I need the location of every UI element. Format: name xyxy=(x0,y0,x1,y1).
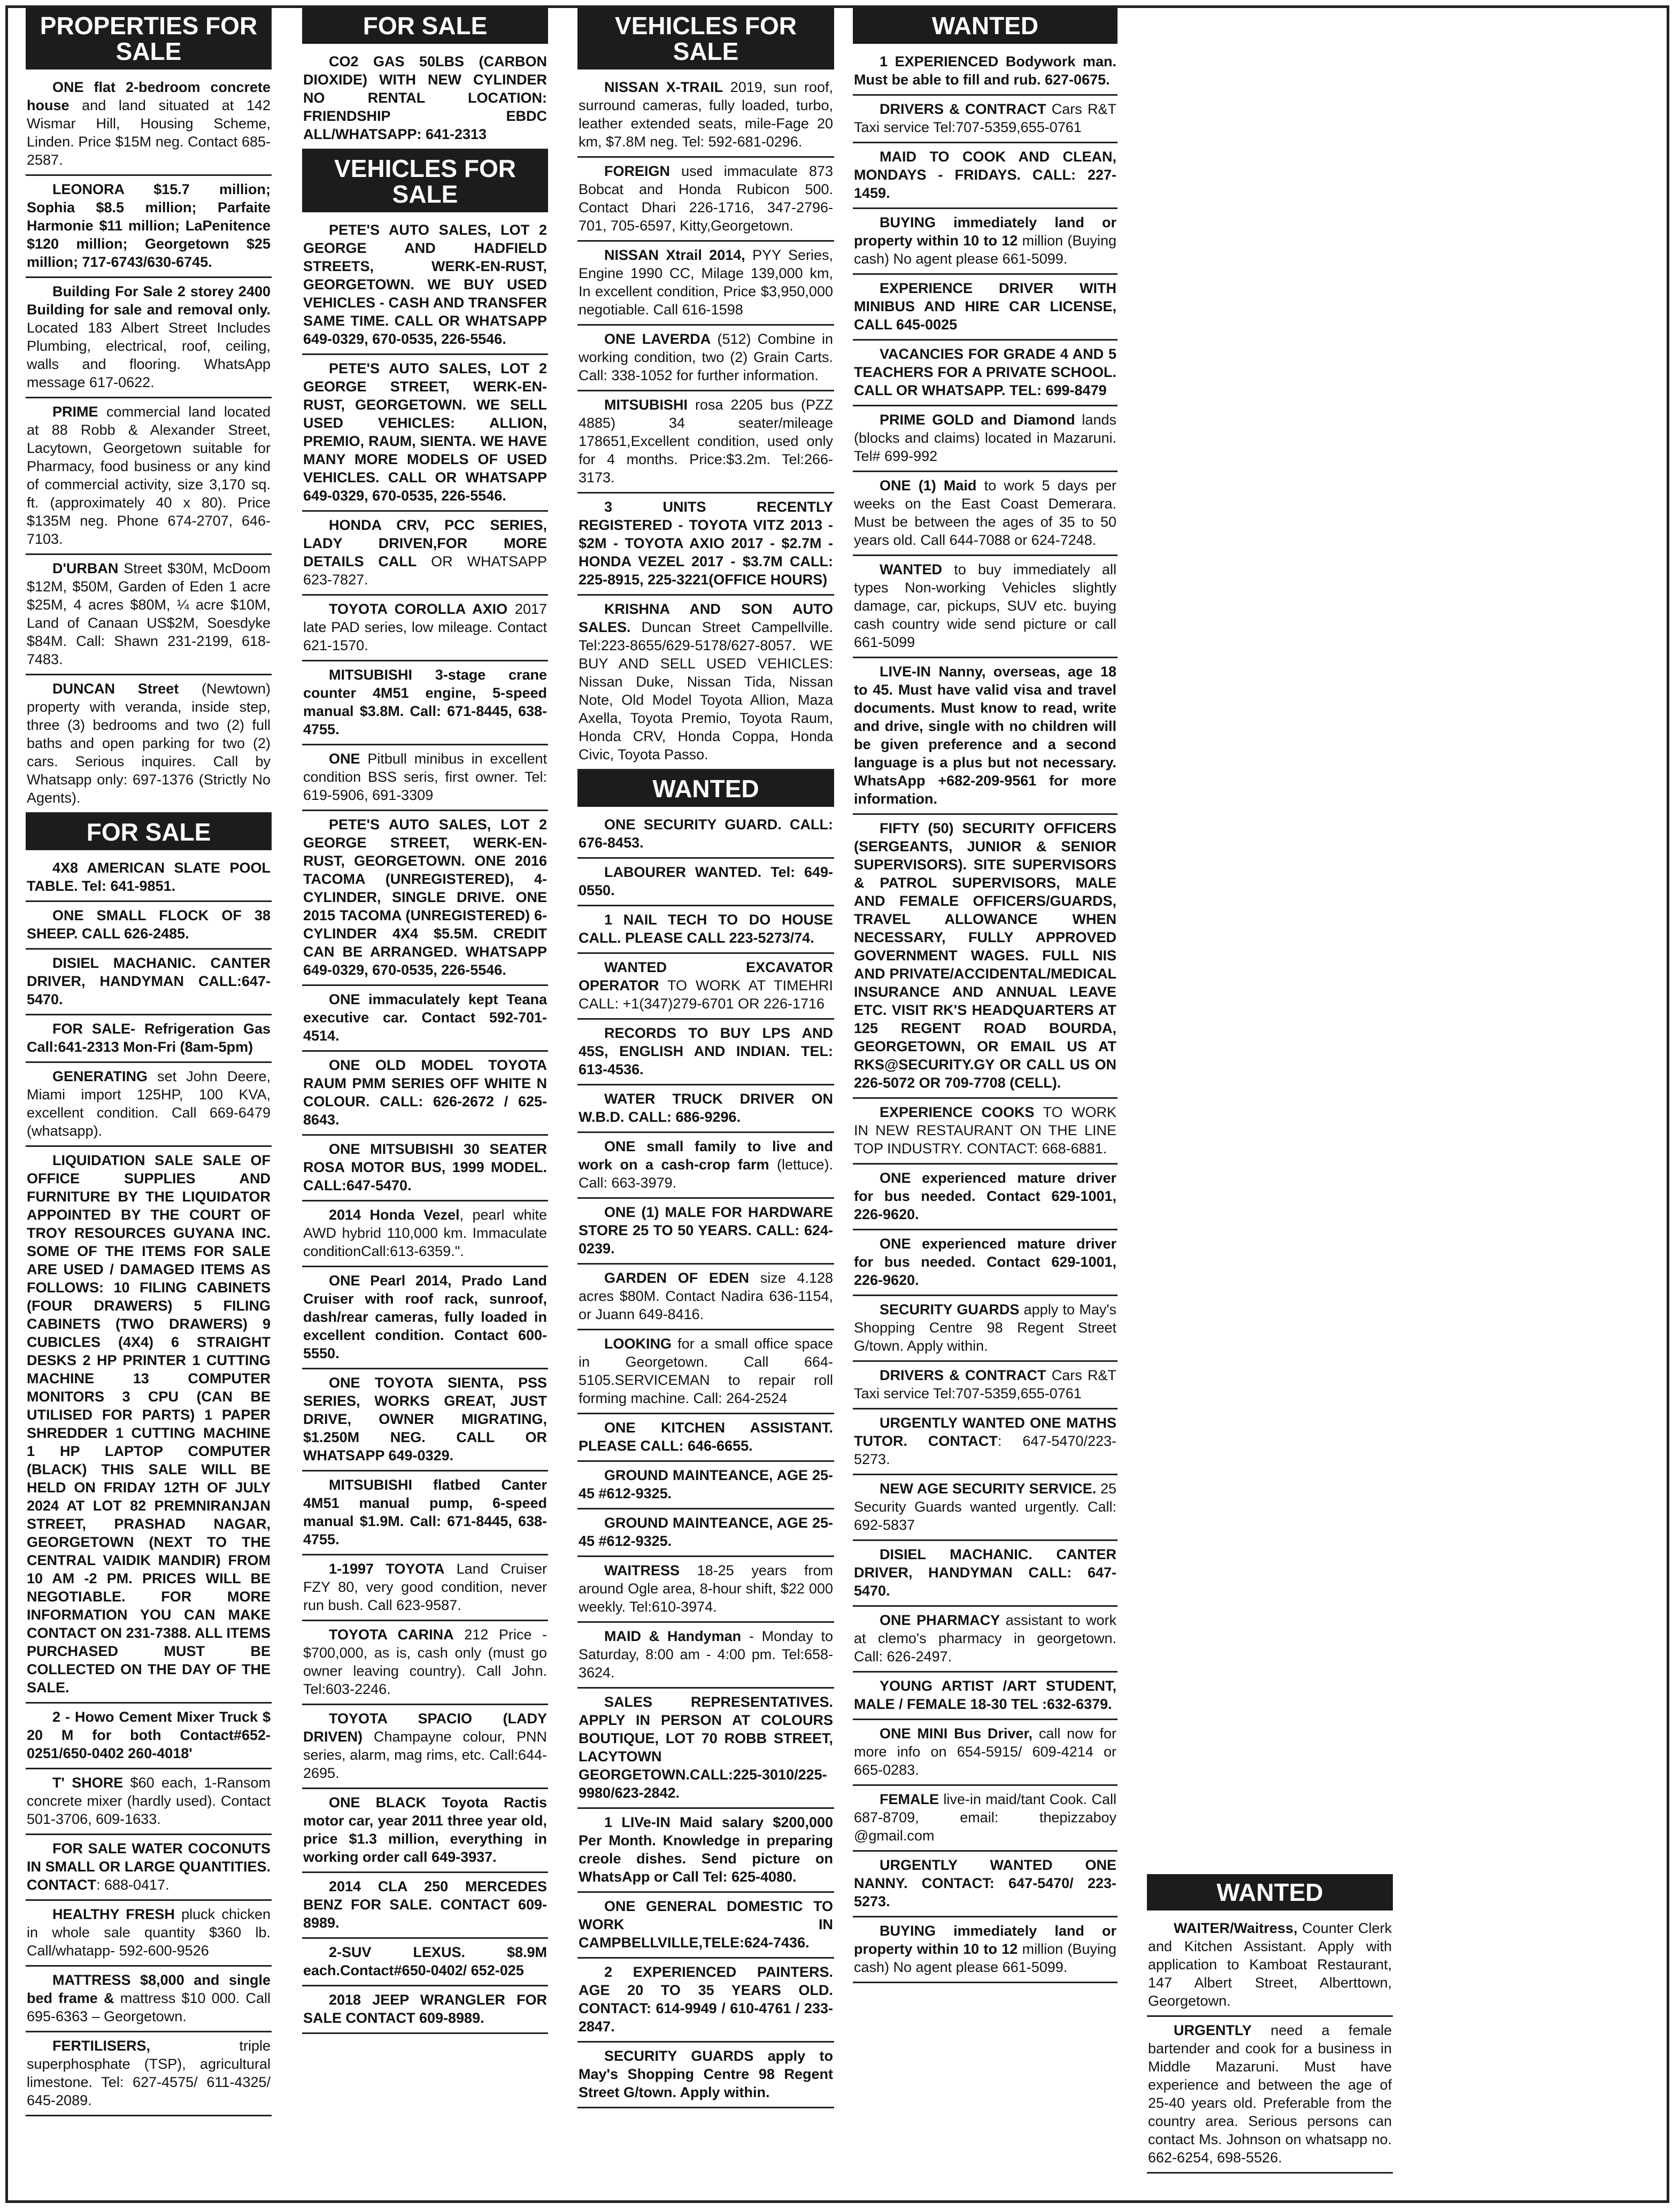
classified-ad xyxy=(26,1704,272,1769)
classified-ad xyxy=(853,815,1118,1099)
ad-body-text: to buy immediately all types Non-working Vehicles slightly damage, car, pickups, SUV etc. buying cash country wide send picture or call 661-5099 xyxy=(854,561,1116,650)
classified-ad xyxy=(853,472,1118,556)
ad-lead-text: FOR SALE WATER COCONUTS IN SMALL OR LARGE QUANTITIES. CONTACT xyxy=(27,1840,271,1893)
ad-lead-text: 3 UNITS RECENTLY REGISTERED - TOYOTA VITZ 2013 - $2M - TOYOTA AXIO 2017 - $2.7M - HONDA VEZEL 2017 - $3.7M CALL: 225-8915, 225-3221(OFFICE HOURS) xyxy=(579,499,833,588)
ad-body-text: and land situated at 142 Wismar Hill, Housing Scheme, Linden. Price $15M neg. Contact 685-2587. xyxy=(27,97,271,168)
ad-body-text: live-in maid/tant Cook. Call 687-8709, email: thepizzaboy @gmail.com xyxy=(854,1791,1116,1844)
ad-body-text: : 647-5470/223-5273. xyxy=(854,1433,1116,1467)
ad-lead-text: 2014 CLA 250 MERCEDES BENZ FOR SALE. CONTACT 609-8989. xyxy=(303,1878,547,1931)
classified-ad xyxy=(577,954,834,1020)
classified-ad xyxy=(853,48,1118,96)
ad-lead-text: ONE (1) MALE FOR HARDWARE STORE 25 TO 50 YEARS. CALL: 624-0239. xyxy=(579,1204,833,1257)
ad-body-text: 2019, sun roof, surround cameras, fully loaded, turbo, leather extended seats, mile-Fage 20 km, $7.8M neg. Tel: 592-681-0296. xyxy=(579,79,833,150)
classified-ad xyxy=(1147,1915,1393,2017)
ad-lead-text: GROUND MAINTEANCE, AGE 25-45 #612-9325. xyxy=(579,1515,833,1549)
ad-body-text: triple superphosphate (TSP), agricultural limestone. Tel: 627-4575/ 611-4325/ 645-2089. xyxy=(27,2038,271,2108)
ad-lead-text: WATER TRUCK DRIVER ON W.B.D. CALL: 686-9296. xyxy=(579,1091,833,1125)
ad-lead-text: DISIEL MACHANIC. CANTER DRIVER, HANDYMAN CALL:647-5470. xyxy=(27,955,271,1007)
classified-ad xyxy=(577,1133,834,1199)
classified-ad xyxy=(577,494,834,596)
ad-lead-text: URGENTLY WANTED ONE NANNY. CONTACT: 647-5470/ 223-5273. xyxy=(854,1857,1116,1909)
ad-body-text: Cars R&T Taxi service Tel:707-5359,655-0761 xyxy=(854,1367,1116,1401)
classified-ad xyxy=(1147,2017,1393,2174)
classified-ad xyxy=(577,811,834,859)
ad-body-text: 25 Security Guards wanted urgently. Call: 692-5837 xyxy=(854,1481,1116,1533)
classified-ad xyxy=(577,1330,834,1414)
classified-ad xyxy=(302,1136,548,1201)
classified-ad xyxy=(26,1967,272,2032)
classified-ad xyxy=(853,1296,1118,1362)
classified-ad xyxy=(302,355,548,512)
ad-body-text: PYY Series, Engine 1990 CC, Milage 139,000 km, In excellent condition, Price $3,950,000 negotiable. Call 616-1598 xyxy=(579,247,833,318)
ad-body-text: to work 5 days per weeks on the East Coast Demerara. Must be between the ages of 35 to 50 years old. Call 644-7088 or 624-7248. xyxy=(854,477,1116,548)
ad-lead-text: 2014 Honda Vezel xyxy=(329,1207,460,1223)
classified-ad xyxy=(853,1165,1118,1230)
classified-ad xyxy=(26,1063,272,1147)
classified-ad xyxy=(302,596,548,661)
ad-lead-text: MITSUBISHI xyxy=(604,397,688,413)
ad-lead-text: LOOKING xyxy=(604,1336,672,1352)
ad-body-text: Pitbull minibus in excellent condition BSS seris, first owner. Tel: 619-5906, 691-3309 xyxy=(303,751,547,803)
classified-ad xyxy=(26,2032,272,2116)
classified-ad xyxy=(302,1705,548,1789)
ad-body-text: : 688-0417. xyxy=(96,1877,169,1893)
ad-lead-text: URGENTLY WANTED ONE MATHS TUTOR. CONTACT xyxy=(854,1415,1116,1449)
classified-ad xyxy=(853,96,1118,143)
ad-lead-text: 2 EXPERIENCED PAINTERS. AGE 20 TO 35 YEARS OLD. CONTACT: 614-9949 / 610-4761 / 233-2847. xyxy=(579,1964,833,2035)
classified-ad xyxy=(853,143,1118,209)
classified-ad xyxy=(577,391,834,494)
classified-ad xyxy=(302,1052,548,1136)
classified-ad xyxy=(26,1769,272,1835)
ad-lead-text: ONE SECURITY GUARD. CALL: 676-8453. xyxy=(579,816,833,851)
ad-lead-text: EXPERIENCE COOKS xyxy=(880,1104,1035,1120)
classified-ad xyxy=(577,1509,834,1557)
ad-lead-text: ONE KITCHEN ASSISTANT. PLEASE CALL: 646-6655. xyxy=(579,1420,833,1454)
ad-lead-text: ONE small family to live and work on a cash-crop farm xyxy=(579,1138,833,1173)
classified-ad xyxy=(577,2043,834,2108)
ad-lead-text: TOYOTA CARINA xyxy=(329,1627,454,1643)
classified-ad xyxy=(302,1621,548,1705)
classified-ad xyxy=(853,1607,1118,1673)
classified-ad xyxy=(577,1893,834,1959)
classified-ad xyxy=(577,1959,834,2043)
ad-body-text: mattress $10 000. Call 695-6363 – Georgetown. xyxy=(27,1990,271,2024)
ad-lead-text: MAID TO COOK AND CLEAN, MONDAYS - FRIDAYS. CALL: 227-1459. xyxy=(854,149,1116,201)
classified-ad xyxy=(577,859,834,906)
classified-ad xyxy=(577,242,834,326)
ad-lead-text: ONE SMALL FLOCK OF 38 SHEEP. CALL 626-2485. xyxy=(27,907,271,942)
ad-lead-text: PRIME xyxy=(52,404,98,420)
classified-ad xyxy=(853,1099,1118,1165)
ad-body-text: call now for more info on 654-5915/ 609-4214 or 665-0283. xyxy=(854,1725,1117,1778)
ad-lead-text: ONE LAVERDA xyxy=(604,331,711,347)
ad-lead-text: FOR SALE- Refrigeration Gas Call:641-2313 Mon-Fri (8am-5pm) xyxy=(27,1021,271,1055)
ad-lead-text: D'URBAN xyxy=(52,560,119,576)
section-header: PROPERTIES FOR SALE xyxy=(26,7,272,70)
classified-ad xyxy=(577,1462,834,1509)
ad-lead-text: GARDEN OF EDEN xyxy=(604,1270,749,1286)
ad-lead-text: EXPERIENCE DRIVER WITH MINIBUS AND HIRE CAR LICENSE, CALL 645-0025 xyxy=(854,280,1116,333)
ad-lead-text: TOYOTA COROLLA AXIO xyxy=(329,601,508,617)
ad-lead-text: ONE OLD MODEL TOYOTA RAUM PMM SERIES OFF WHITE N COLOUR. CALL: 626-2672 / 625-8643. xyxy=(303,1057,547,1128)
ad-body-text: commercial land located at 88 Robb & Alexander Street, Lacytown, Georgetown suitable for Pharmacy, food business or any kind of commercial activity, size 3,170 sq. ft. (approximately 40 x 80). Price $135M neg. Phone 674-2707, 646-7103. xyxy=(27,404,271,547)
classified-ad xyxy=(853,1230,1118,1296)
ad-body-text: lands (blocks and claims) located in Mazaruni. Tel# 699-992 xyxy=(854,412,1116,464)
classified-ad xyxy=(853,209,1118,275)
classified-ad xyxy=(26,854,272,902)
classified-ad xyxy=(577,74,834,158)
classified-ad xyxy=(26,1901,272,1967)
section-header: WANTED xyxy=(577,771,834,807)
ad-lead-text: 1 EXPERIENCED Bodywork man. Must be able to fill and rub. 627-0675. xyxy=(854,53,1116,88)
ad-lead-text: SECURITY GUARDS xyxy=(880,1301,1020,1318)
ad-body-text: Duncan Street Campellville. Tel:223-8655/629-5178/627-8057. WE BUY AND SELL USED VEHICLES: Nissan Duke, Nissan Tida, Nissan Note, Old Model Toyota Allion, Maza Axella, Toyota Premio, Toyota Raum, Honda CRV, Honda Coppa, Honda Civic, Toyota Passo. xyxy=(579,619,833,762)
section-header: VEHICLES FOR SALE xyxy=(577,7,834,70)
ad-lead-text: WAITRESS xyxy=(604,1562,680,1578)
section-header: VEHICLES FOR SALE xyxy=(302,150,548,212)
ad-lead-text: FOREIGN xyxy=(604,163,671,179)
ad-lead-text: ONE MITSUBISHI 30 SEATER ROSA MOTOR BUS, 1999 MODEL. CALL:647-5470. xyxy=(303,1141,547,1193)
ad-lead-text: SALES REPRESENTATIVES. APPLY IN PERSON AT COLOURS BOUTIQUE, LOT 70 ROBB STREET, LACYTOWN GEORGETOWN.CALL:225-3010/225-9980/623-2842. xyxy=(579,1694,833,1801)
ad-lead-text: 2018 JEEP WRANGLER FOR SALE CONTACT 609-8989. xyxy=(303,1992,547,2026)
classified-ad xyxy=(853,1409,1118,1475)
ad-body-text: Land Cruiser FZY 80, very good condition, never run bush. Call 623-9587. xyxy=(303,1561,547,1613)
classified-ad xyxy=(302,1267,548,1369)
classified-ad xyxy=(302,1369,548,1472)
ad-lead-text: URGENTLY xyxy=(1174,2022,1252,2038)
ad-body-text: million (Buying cash) No agent please 661-5099. xyxy=(854,233,1116,267)
ad-body-text: 18-25 years from around Ogle area, 8-hour shift, $22 000 weekly. Tel:610-3974. xyxy=(579,1562,833,1615)
ad-lead-text: MAID & Handyman xyxy=(604,1628,742,1644)
ad-body-text: million (Buying cash) No agent please 661-5099. xyxy=(854,1941,1116,1975)
ad-lead-text: MITSUBISHI 3-stage crane counter 4M51 engine, 5-speed manual $3.8M. Call: 671-8445, 638-4755. xyxy=(303,667,547,737)
classified-ad xyxy=(577,1085,834,1133)
ad-lead-text: CO2 GAS 50LBS (CARBON DIOXIDE) WITH NEW CYLINDER NO RENTAL LOCATION: FRIENDSHIP EBDC ALL/WHATSAPP: 641-2313 xyxy=(303,53,547,142)
ad-lead-text: NISSAN X-TRAIL xyxy=(604,79,723,95)
ad-body-text: pluck chicken in whole sale quantity $360 lb. Call/whatapp- 592-600-9526 xyxy=(27,1906,271,1959)
ad-lead-text: DUNCAN Street xyxy=(52,681,179,697)
ad-lead-text: FIFTY (50) SECURITY OFFICERS (SERGEANTS, JUNIOR & SENIOR SUPERVISORS). SITE SUPERVISORS & PATROL SUPERVISORS, MALE AND FEMALE OFFICERS/GUARDS, TRAVEL ALLOWANCE WHEN NECESSARY, FULLY APPROVED GOVERNMENT WAGES. FULL NIS AND PRIVATE/ACCIDENTAL/MEDICAL INSURANCE AND ANNUAL LEAVE ETC. VISIT RK'S HEADQUARTERS AT 125 REGENT ROAD BOURDA, GEORGETOWN, OR EMAIL US AT RKS@SECURITY.GY OR CALL US ON 226-5072 OR 709-7708 (CELL). xyxy=(854,820,1116,1091)
ad-body-text: need a female bartender and cook for a business in Middle Mazaruni. Must have experience and between the age of 25-40 years old. Preferable from the country area. Serious persons can contact Ms. Johnson on whatsapp no. 662-6254, 698-5526. xyxy=(1148,2022,1392,2166)
ad-body-text: - Monday to Saturday, 8:00 am - 4:00 pm. Tel:658-3624. xyxy=(579,1628,833,1681)
ad-lead-text: GENERATING xyxy=(52,1068,148,1084)
ad-lead-text: WAITER/Waitress, xyxy=(1174,1920,1298,1936)
ad-body-text: assistant to work at clemo's pharmacy in georgetown. Call: 626-2497. xyxy=(854,1612,1117,1665)
classified-ad xyxy=(26,1147,272,1704)
ad-lead-text: KRISHNA AND SON AUTO SALES. xyxy=(579,601,833,635)
ad-lead-text: MATTRESS $8,000 and single bed frame & xyxy=(27,1972,271,2006)
ad-lead-text: ONE TOYOTA SIENTA, PSS SERIES, WORKS GREAT, JUST DRIVE, OWNER MIGRATING, $1.250M NEG. CALL OR WHATSAPP 649-0329. xyxy=(303,1375,547,1463)
column-5 xyxy=(1147,1874,1393,2195)
classified-ad xyxy=(302,1789,548,1873)
ad-lead-text: LIQUIDATION SALE SALE OF OFFICE SUPPLIES AND FURNITURE BY THE LIQUIDATOR APPOINTED BY THE COURT OF TROY RESOURCES GUYANA INC. SOME OF THE ITEMS FOR SALE ARE USED / DAMAGED ITEMS AS FOLLOWS: 10 FILING CABINETS (FOUR DRAWERS) 5 FILING CABINETS (TWO DRAWERS) 9 CUBICLES (4X4) 6 STRAIGHT DESKS 2 HP PRINTER 1 CUTTING MACHINE 13 COMPUTER MONITORS 3 CPU (CAN BE UTILISED FOR PARTS) 1 PAPER SHREDDER 1 CUTTING MACHINE 1 HP LAPTOP COMPUTER (BLACK) THIS SALE WILL BE HELD ON FRIDAY 12TH OF JULY 2024 AT LOT 82 PREMNIRANJAN STREET, PRASHAD NAGAR, GEORGETOWN (NEXT TO THE CENTRAL VAIDIK MANDIR) FROM 10 AM -2 PM. PRICES WILL BE NEGOTIABLE. FOR MORE INFORMATION YOU CAN MAKE CONTACT ON 231-7388. ALL ITEMS PURCHASED MUST BE COLLECTED ON THE DAY OF THE SALE. xyxy=(27,1152,271,1696)
ad-body-text: $60 each, 1-Ransom concrete mixer (hardly used). Contact 501-3706, 609-1633. xyxy=(27,1775,271,1827)
ad-lead-text: 1 LIVe-IN Maid salary $200,000 Per Month. Knowledge in preparing creole dishes. Send picture on WhatsApp or Call Tel: 625-4080. xyxy=(579,1814,833,1885)
ad-lead-text: ONE BLACK Toyota Ractis motor car, year 2011 three year old, price $1.3 million, everything in working order call 649-3937. xyxy=(303,1794,547,1865)
ad-body-text: 212 Price - $700,000, as is, cash only (must go owner leaving country). Call John. Tel:603-2246. xyxy=(303,1627,547,1697)
classified-ad xyxy=(577,1557,834,1623)
ad-body-text: (Newtown) property with veranda, inside step, three (3) bedrooms and two (2) full baths and open parking for two (2) cars. Serious inquires. Call by Whatsapp only: 697-1376 (Strictly No Agents). xyxy=(27,681,271,806)
classified-ad xyxy=(26,1835,272,1901)
ad-lead-text: NEW AGE SECURITY SERVICE. xyxy=(880,1481,1097,1497)
ad-lead-text: ONE PHARMACY xyxy=(880,1612,1000,1628)
classified-ad xyxy=(853,1852,1118,1917)
ad-lead-text: 1-1997 TOYOTA xyxy=(329,1561,445,1577)
classified-ad xyxy=(26,398,272,555)
classified-ad xyxy=(302,811,548,986)
ad-lead-text: ONE experienced mature driver for bus needed. Contact 629-1001, 226-9620. xyxy=(854,1170,1116,1222)
ad-lead-text: NISSAN Xtrail 2014, xyxy=(604,247,745,263)
classified-ad xyxy=(577,1414,834,1462)
column-3 xyxy=(577,7,834,2189)
classified-ad xyxy=(853,658,1118,815)
classified-ad xyxy=(26,555,272,675)
ad-lead-text: LABOURER WANTED. Tel: 649-0550. xyxy=(579,864,833,898)
ad-lead-text: BUYING immediately land or property within 10 to 12 xyxy=(854,214,1116,249)
column-4 xyxy=(853,7,1118,2189)
ad-body-text: TO WORK IN NEW RESTAURANT ON THE LINE TOP INDUSTRY. CONTACT: 668-6881. xyxy=(854,1104,1117,1157)
ad-body-text: 2017 late PAD series, low mileage. Contact 621-1570. xyxy=(303,601,547,653)
ad-lead-text: ONE xyxy=(329,751,360,767)
classified-ad xyxy=(853,1673,1118,1720)
classified-ad xyxy=(302,48,548,150)
classified-ad xyxy=(302,1472,548,1555)
classified-ad xyxy=(853,1917,1118,1983)
classified-ad xyxy=(577,1689,834,1809)
classified-ad xyxy=(577,1020,834,1085)
ad-lead-text: WANTED xyxy=(880,561,942,577)
classified-ad xyxy=(577,158,834,242)
classified-ad xyxy=(26,278,272,398)
ad-lead-text: ONE GENERAL DOMESTIC TO WORK IN CAMPBELLVILLE,TELE:624-7436. xyxy=(579,1898,833,1951)
ad-lead-text: 2-SUV LEXUS. $8.9M each.Contact#650-0402/ 652-025 xyxy=(303,1944,547,1978)
section-header: FOR SALE xyxy=(26,814,272,850)
classified-ad xyxy=(577,1199,834,1265)
ad-body-text: set John Deere, Miami import 125HP, 100 KVA, excellent condition. Call 669-6479 (whatsapp). xyxy=(27,1068,271,1139)
ad-lead-text: PRIME GOLD and Diamond xyxy=(880,412,1075,428)
ad-lead-text: MITSUBISHI flatbed Canter 4M51 manual pump, 6-speed manual $1.9M. Call: 671-8445, 638-4755. xyxy=(303,1477,547,1547)
ad-lead-text: HEALTHY FRESH xyxy=(52,1906,175,1922)
ad-lead-text: DRIVERS & CONTRACT xyxy=(880,101,1046,117)
ad-body-text: Cars R&T Taxi service Tel:707-5359,655-0761 xyxy=(854,101,1116,135)
ad-body-text: apply to May's Shopping Centre 98 Regent Street G/town. Apply within. xyxy=(854,1301,1116,1354)
ad-lead-text: 4X8 AMERICAN SLATE POOL TABLE. Tel: 641-9851. xyxy=(27,860,271,894)
ad-lead-text: FEMALE xyxy=(880,1791,939,1807)
ad-lead-text: ONE flat 2-bedroom concrete house xyxy=(27,79,271,113)
classified-ad xyxy=(577,1809,834,1893)
ad-lead-text: PETE'S AUTO SALES, LOT 2 GEORGE STREET, WERK-EN-RUST, GEORGETOWN. ONE 2016 TACOMA (UNREGISTERED), 4-CYLINDER, SINGLE DRIVE. ONE 2015 TACOMA (UNREGISTERED) 6-CYLINDER 4X4 $5.5M. CREDIT CAN BE ARRANGED. WHATSAPP 649-0329, 670-0535, 226-5546. xyxy=(303,816,547,978)
ad-body-text: rosa 2205 bus (PZZ 4885) 34 seater/mileage 178651,Excellent condition, used only for 4 months. Price:$3.2m. Tel:266-3173. xyxy=(579,397,833,486)
classified-ad xyxy=(302,1939,548,1986)
ad-body-text: for a small office space in Georgetown. Call 664-5105.SERVICEMAN to repair roll forming machine. Call: 264-2524 xyxy=(579,1336,833,1406)
column-1 xyxy=(26,7,272,2189)
ad-body-text: Street $30M, McDoom $12M, $50M, Garden of Eden 1 acre $25M, 4 acres $80M, ¼ acre $10M, Land of Canaan US$2M, Soesdyke $84M. Call: Shawn 231-2199, 618-7483. xyxy=(27,560,271,667)
ad-lead-text: T' SHORE xyxy=(52,1775,124,1791)
classified-ad xyxy=(26,950,272,1015)
classified-ad xyxy=(302,1555,548,1621)
ad-body-text: , pearl white AWD hybrid 110,000 km. Immaculate conditionCall:613-6359.". xyxy=(303,1207,547,1259)
ad-lead-text: TOYOTA SPACIO (LADY DRIVEN) xyxy=(303,1711,547,1745)
classified-ad xyxy=(302,1873,548,1939)
classified-ad xyxy=(853,341,1118,406)
classified-ad xyxy=(302,1986,548,2034)
classified-ad xyxy=(853,556,1118,658)
section-header: FOR SALE xyxy=(302,7,548,44)
ad-lead-text: LEONORA $15.7 million; Sophia $8.5 million; Parfaite Harmonie $11 million; LaPenitence $120 million; Georgetown $25 million; 717-6743/630-6745. xyxy=(27,181,271,270)
classified-ad xyxy=(26,176,272,278)
classified-ad xyxy=(853,1362,1118,1409)
classified-ad xyxy=(577,326,834,391)
classified-ad xyxy=(302,986,548,1052)
ad-body-text: Counter Clerk and Kitchen Assistant. Apply with application to Kamboat Restaurant, 147 Albert Street, Alberttown, Georgetown. xyxy=(1148,1920,1392,2009)
classified-ad xyxy=(302,1201,548,1267)
ad-lead-text: FERTILISERS, xyxy=(52,2038,151,2054)
ad-lead-text: DRIVERS & CONTRACT xyxy=(880,1367,1046,1383)
ad-lead-text: 1 NAIL TECH TO DO HOUSE CALL. PLEASE CALL 223-5273/74. xyxy=(579,912,833,946)
classified-ad xyxy=(853,1541,1118,1607)
classified-ad xyxy=(26,74,272,176)
ad-lead-text: 2 - Howo Cement Mixer Truck $ 20 M for both Contact#652-0251/650-0402 260-4018' xyxy=(27,1709,271,1761)
ad-lead-text: YOUNG ARTIST /ART STUDENT, MALE / FEMALE 18-30 TEL :632-6379. xyxy=(854,1678,1116,1712)
ad-lead-text: ONE MINI Bus Driver, xyxy=(880,1725,1033,1742)
ad-body-text: used immaculate 873 Bobcat and Honda Rubicon 500. Contact Dhari 226-1716, 347-2796-701, 705-6597, Kitty,Georgetown. xyxy=(579,163,833,234)
ad-lead-text: LIVE-IN Nanny, overseas, age 18 to 45. Must have valid visa and travel documents. Must know to read, write and drive, single with no children will be given preference and a second language is a plus but not necessary. WhatsApp +682-209-9561 for more information. xyxy=(854,664,1116,807)
classified-ad xyxy=(577,906,834,954)
classified-ad xyxy=(302,217,548,355)
classified-ad xyxy=(577,596,834,771)
classified-ad xyxy=(577,1265,834,1330)
ad-lead-text: GROUND MAINTEANCE, AGE 25-45 #612-9325. xyxy=(579,1467,833,1501)
ad-lead-text: BUYING immediately land or property within 10 to 12 xyxy=(854,1923,1116,1957)
classified-ad xyxy=(853,406,1118,472)
ad-body-text: (512) Combine in working condition, two (2) Grain Carts. Call: 338-1052 for further information. xyxy=(579,331,833,383)
classified-ad xyxy=(853,1720,1118,1786)
classified-ad xyxy=(853,1786,1118,1852)
classified-ad xyxy=(853,1475,1118,1541)
ad-lead-text: ONE immaculately kept Teana executive car. Contact 592-701-4514. xyxy=(303,991,547,1044)
ad-lead-text: ONE experienced mature driver for bus needed. Contact 629-1001, 226-9620. xyxy=(854,1236,1116,1288)
ad-lead-text: WANTED EXCAVATOR OPERATOR xyxy=(579,959,833,993)
classified-ad xyxy=(853,275,1118,341)
classified-ad xyxy=(302,512,548,596)
ad-body-text: (lettuce). Call: 663-3979. xyxy=(579,1157,833,1191)
ad-lead-text: PETE'S AUTO SALES, LOT 2 GEORGE STREET, WERK-EN-RUST, GEORGETOWN. WE SELL USED VEHICLES: ALLION, PREMIO, RAUM, SIENTA. WE HAVE MANY MORE MODELS OF USED VEHICLES. CALL OR WHATSAPP 649-0329, 670-0535, 226-5546. xyxy=(303,360,547,504)
section-header: WANTED xyxy=(1147,1874,1393,1910)
ad-lead-text: ONE (1) Maid xyxy=(880,477,977,494)
classified-ad xyxy=(26,675,272,814)
ad-lead-text: RECORDS TO BUY LPS AND 45S, ENGLISH AND INDIAN. TEL: 613-4536. xyxy=(579,1025,833,1077)
classified-ad xyxy=(302,745,548,811)
section-header: WANTED xyxy=(853,7,1118,44)
ad-lead-text: VACANCIES FOR GRADE 4 AND 5 TEACHERS FOR A PRIVATE SCHOOL. CALL OR WHATSAPP. TEL: 699-8479 xyxy=(854,346,1116,398)
classified-ad xyxy=(577,1623,834,1689)
classified-ad xyxy=(26,1015,272,1063)
classified-ad xyxy=(302,661,548,745)
column-2 xyxy=(302,7,548,2189)
ad-lead-text: ONE Pearl 2014, Prado Land Cruiser with roof rack, sunroof, dash/rear cameras, fully loaded in excellent condition. Contact 600-5550. xyxy=(303,1273,547,1361)
ad-body-text: size 4.128 acres $80M. Contact Nadira 636-1154, or Juann 649-8416. xyxy=(579,1270,833,1322)
ad-body-text: TO WORK AT TIMEHRI CALL: +1(347)279-6701 OR 226-1716 xyxy=(579,977,833,1012)
ad-lead-text: SECURITY GUARDS apply to May's Shopping Centre 98 Regent Street G/town. Apply within. xyxy=(579,2048,833,2100)
ad-body-text: Located 183 Albert Street Includes Plumbing, electrical, roof, ceiling, walls and flooring. WhatsApp message 617-0622. xyxy=(27,320,271,390)
ad-lead-text: HONDA CRV, PCC SERIES, LADY DRIVEN,FOR MORE DETAILS CALL xyxy=(303,517,547,569)
ad-lead-text: DISIEL MACHANIC. CANTER DRIVER, HANDYMAN CALL: 647-5470. xyxy=(854,1546,1116,1599)
ad-body-text: OR WHATSAPP 623-7827. xyxy=(303,553,547,588)
ad-lead-text: Building For Sale 2 storey 2400 Building for sale and removal only. xyxy=(27,283,271,318)
classified-ad xyxy=(26,902,272,950)
ad-body-text: Champayne colour, PNN series, alarm, mag rims, etc. Call:644-2695. xyxy=(303,1729,547,1781)
ad-lead-text: PETE'S AUTO SALES, LOT 2 GEORGE AND HADFIELD STREETS, WERK-EN-RUST, GEORGETOWN. WE BUY USED VEHICLES - CASH AND TRANSFER SAME TIME. CALL OR WHATSAPP 649-0329, 670-0535, 226-5546. xyxy=(303,222,547,347)
